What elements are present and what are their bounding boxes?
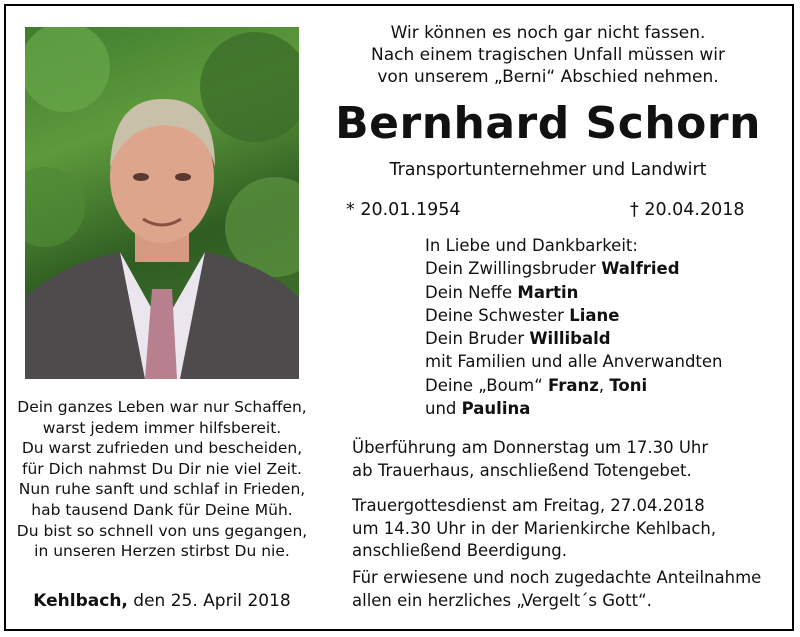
mourner-relation: Dein Bruder	[425, 329, 530, 349]
notice-line: Trauergottesdienst am Freitag, 27.04.2018	[352, 496, 705, 515]
thanks-notice	[352, 567, 792, 612]
notice-line: anschließend Beerdigung.	[352, 541, 568, 560]
mourner	[425, 374, 785, 397]
transfer-notice	[352, 437, 792, 482]
date: den 25. April 2018	[127, 591, 291, 611]
mourner-relation: und	[425, 399, 462, 419]
separator: ,	[598, 375, 610, 395]
poem-line: Du warst zufrieden und bescheiden,	[21, 439, 303, 458]
mourner-relation: Dein Neffe	[425, 282, 518, 302]
poem	[14, 397, 310, 562]
mourner	[425, 397, 785, 420]
place: Kehlbach,	[33, 591, 128, 611]
portrait-photo	[25, 27, 299, 379]
service-notice	[352, 495, 792, 563]
place-date	[14, 590, 310, 612]
notice-line: allen ein herzliches „Vergelt´s Gott“.	[352, 590, 652, 610]
mourner	[425, 304, 785, 327]
mourner-relation: Deine Schwester	[425, 305, 570, 325]
profession: Transportunternehmer und Landwirt	[389, 160, 707, 180]
mourner-relation: Deine „Boum“	[425, 375, 548, 395]
mourners-list	[425, 234, 785, 420]
poem-line: Dein ganzes Leben war nur Schaffen,	[17, 398, 307, 416]
poem-line: Du bist so schnell von uns gegangen,	[16, 521, 308, 540]
mourner-name: Franz	[548, 375, 599, 395]
mourner-name: Martin	[517, 282, 579, 302]
mourner-relation: Dein Zwillingsbruder	[425, 259, 602, 279]
poem-line: in unseren Herzen stirbst Du nie.	[34, 542, 290, 561]
mourner	[425, 327, 785, 350]
birth-date: * 20.01.1954	[346, 200, 461, 220]
mourner-name: Willibald	[529, 329, 611, 349]
mourners-intro: In Liebe und Dankbarkeit:	[425, 236, 638, 255]
poem-line: Nun ruhe sanft und schlaf in Frieden,	[18, 480, 306, 499]
portrait-illustration	[25, 27, 299, 379]
notice-line: ab Trauerhaus, anschließend Totengebet.	[352, 460, 692, 480]
mourner-families: mit Familien und alle Anverwandten	[425, 352, 723, 372]
poem-line: warst jedem immer hilfsbereit.	[42, 418, 282, 437]
notice-line: um 14.30 Uhr in der Marienkirche Kehlbach,	[352, 518, 717, 538]
death-date: † 20.04.2018	[630, 200, 745, 220]
notice-line: Überführung am Donnerstag um 17.30 Uhr	[352, 438, 709, 457]
intro-line: von unserem „Berni“ Abschied nehmen.	[377, 67, 719, 87]
deceased-name: Bernhard Schorn	[335, 98, 761, 149]
poem-line: für Dich nahmst Du Dir nie viel Zeit.	[22, 459, 302, 478]
intro-line: Nach einem tragischen Unfall müssen wir	[370, 45, 725, 65]
poem-line: hab tausend Dank für Deine Müh.	[31, 500, 293, 519]
mourner	[425, 257, 785, 280]
mourner	[425, 281, 785, 304]
mourner-name: Toni	[609, 375, 648, 395]
intro-text	[330, 22, 766, 88]
mourner-name: Walfried	[601, 259, 680, 279]
notice-line: Für erwiesene und noch zugedachte Anteilnahme	[352, 568, 762, 587]
mourner-name: Paulina	[461, 399, 531, 419]
intro-line: Wir können es noch gar nicht fassen.	[390, 23, 706, 43]
mourner-name: Liane	[569, 305, 620, 325]
